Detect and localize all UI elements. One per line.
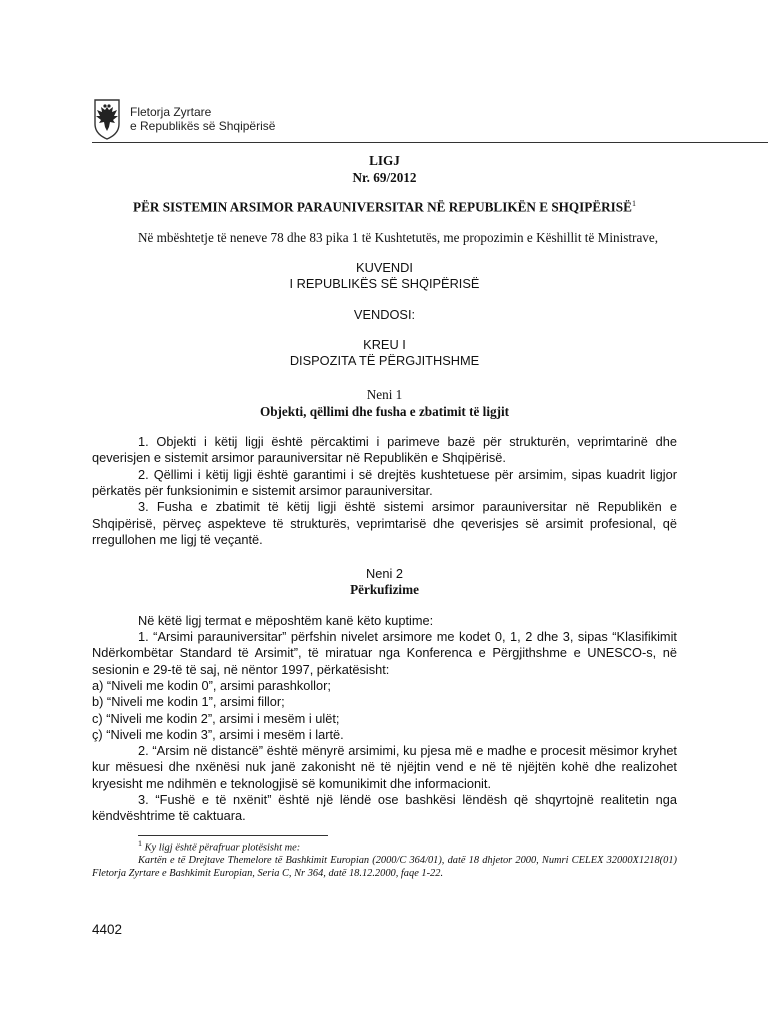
publication-header [92,98,275,140]
article1-paragraphs [92,434,677,548]
albanian-eagle-emblem-icon [92,98,122,140]
article2-item-1: 1. “Arsimi parauniversitar” përfshin nivelet arsimore me kodet 0, 1, 2 dhe 3, sipas “Klasifikimit Ndërkombëtar Standard të Arsimit”, të miratuar nga Konferenca e Përgjithshme e UNESCO-s, në sesionin e 29-të të saj, në nëntor 1997, përkatësisht: [92,629,677,677]
level-item: a) “Niveli me kodin 0”, arsimi parashkollor; [92,677,331,693]
footnote-text: Kartën e të Drejtave Themelore të Bashkimit Europian (2000/C 364/01), datë 18 dhjetor 2000, Numri CELEX 32000X1218(01) Fletorja Zyrtare e Bashkimit Europian, Seria C, Nr 364, datë 18.12.2000, faqe 1-22. [92,855,677,880]
preamble: Në mbështetje të neneve 78 dhe 83 pika 1 të Kushtetutës, me propozimin e Këshillit të Ministrave, [138,229,659,245]
decides-heading: VENDOSI: [353,306,416,322]
level-item: ç) “Niveli me kodin 3”, arsimi i mesëm i lartë. [92,726,344,742]
chapter-heading [92,337,677,370]
footnote-divider [138,835,328,836]
document-body [92,152,677,880]
chapter-title: DISPOZITA TË PËRGJITHSHME [289,353,480,369]
assembly-heading [92,260,677,293]
article2-item-3: 3. “Fushë e të nxënit” është një lëndë ose bashkësi lëndësh që shqyrtojnë realitetin nga këndvështrime të caktuara. [92,792,677,824]
article1-paragraph-2: 2. Qëllimi i këtij ligji është garantimi i së drejtës kushtetuese për arsimim, sipas kuadrit ligjor përkatës për funksionimin e sistemit arsimor parauniversitar. [92,466,677,498]
law-label: LIGJ [369,153,400,168]
article2-intro: Në këtë ligj termat e mëposhtëm kanë këto kuptime: [138,612,434,628]
article2-body [92,613,677,825]
publisher-name-line1: Fletorja Zyrtare [130,105,212,119]
law-number: Nr. 69/2012 [352,170,417,185]
header-divider [92,142,768,143]
article2-number: Neni 2 [366,566,403,582]
article1-number: Neni 1 [366,387,403,403]
article1-title: Objekti, qëllimi dhe fusha e zbatimit të ligjit [259,403,510,419]
article2-title: Përkufizime [350,582,419,598]
assembly-line1: KUVENDI [356,259,413,275]
article2-item-2: 2. “Arsim në distancë” është mënyrë arsimimi, ku pjesa më e madhe e procesit mësimor kryhet kur mësuesi dhe nxënësi nuk janë zakonisht në të njëjtin vend e në të njëjtën kohë dhe realizohet kryesisht me ndihmën e teknologjisë së komunikimit dhe informacionit. [92,743,677,791]
footnote-intro [92,837,677,854]
article1-paragraph-1: 1. Objekti i këtij ligji është përcaktimi i parimeve bazë për strukturën, veprimtarinë dhe qeverisjen e sistemit arsimor parauniversitar në Republikën e Shqipërisë. [92,434,677,466]
article1-paragraph-3: 3. Fusha e zbatimit të këtij ligji është sistemi arsimor parauniversitar në Republikën e Shqipërisë, përveç aspekteve të strukturës, veprimtarisë dhe qeverisjes së arsimit profesional, që rregullohen me ligj të veçantë. [92,499,677,547]
footnote-reference: 1 [631,199,636,208]
law-subject [92,196,677,216]
chapter-number: KREU I [363,336,406,352]
law-title [92,152,677,186]
publisher-name-line2: e Republikës së Shqipërisë [130,119,276,133]
level-item: b) “Niveli me kodin 1”, arsimi fillor; [92,694,285,710]
law-subject-text: PËR SISTEMIN ARSIMOR PARAUNIVERSITAR NË REPUBLIKËN E SHQIPËRISË [133,199,632,215]
footnote-marker: 1 [138,838,142,848]
footnote [92,837,677,880]
assembly-line2: I REPUBLIKËS SË SHQIPËRISË [289,276,480,292]
level-item: c) “Niveli me kodin 2”, arsimi i mesëm i ulët; [92,710,340,726]
page-number: 4402 [92,922,123,937]
footnote-intro-text: Ky ligj është përafruar plotësisht me: [144,842,301,854]
